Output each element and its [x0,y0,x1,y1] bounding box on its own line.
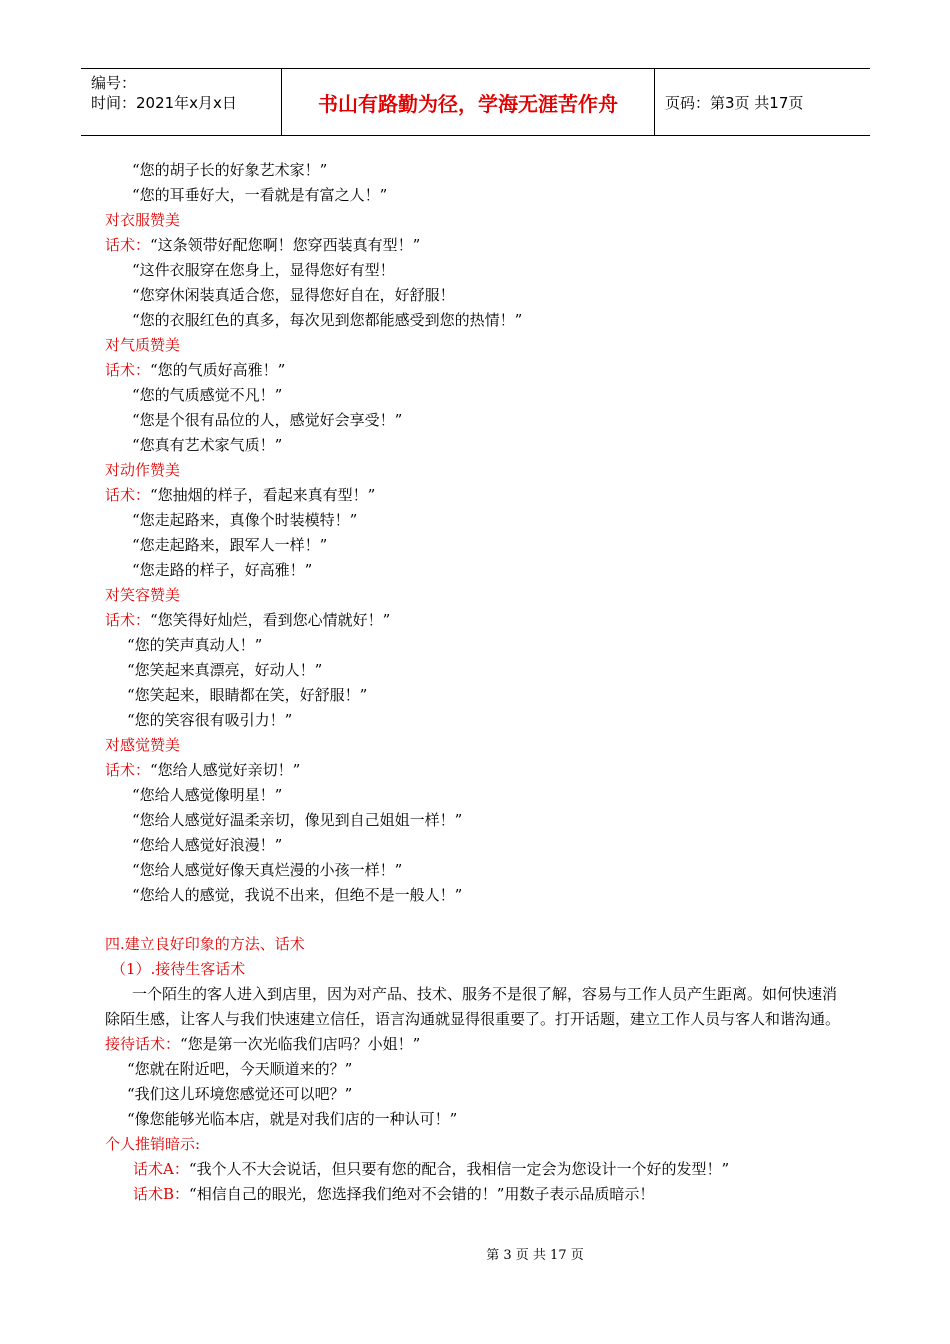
page-footer: 第 3 页 共 17 页 [486,1248,584,1263]
text-line: “您给人感觉好像天真烂漫的小孩一样！” [132,861,403,879]
text-line: “这件衣服穿在您身上，显得您好有型！ [132,261,395,279]
text-line: “我们这儿环境您感觉还可以吧？” [127,1085,353,1103]
header-page-info: 页码：第3页 共17页 [665,93,804,112]
text-line: “像您能够光临本店，就是对我们店的一种认可！” [127,1110,458,1128]
text-line: “您的耳垂好大，一看就是有富之人！” [132,186,388,204]
section-heading: 对动作赞美 [105,461,181,479]
speech-label: 话术： [105,486,151,504]
speech-label: 话术： [105,761,151,779]
text-line: “您走路的样子，好高雅！” [132,561,313,579]
text-line: “您的衣服红色的真多，每次见到您都能感受到您的热情！” [132,311,523,329]
text-line: “您走起路来，真像个时装模特！” [132,511,358,529]
text-line: “您给人感觉好温柔亲切，像见到自己姐姐一样！” [132,811,463,829]
text-line: “您给人感觉好浪漫！” [132,836,283,854]
reception-label: 接待话术： [105,1035,181,1053]
text-line: “您的笑声真动人！” [127,636,263,654]
text-line: “您的笑容很有吸引力！” [127,711,293,729]
text-line: “您给人的感觉，我说不出来，但绝不是一般人！” [132,886,463,904]
hint-heading: 个人推销暗示: [105,1135,201,1153]
text-line: 话术：“您给人感觉好亲切！” [105,761,301,779]
section-heading: 对衣服赞美 [105,211,181,229]
text-line: “您就在附近吧，今天顺道来的？” [127,1060,353,1078]
text-line: “您真有艺术家气质！” [132,436,283,454]
page-header [81,68,870,136]
document-body [105,158,845,1207]
section-heading: 对气质赞美 [105,336,181,354]
text-line: 话术：“您笑得好灿烂，看到您心情就好！” [105,611,391,629]
text-line: “您的气质感觉不凡！” [132,386,283,404]
text-line: 话术A：“我个人不大会说话，但只要有您的配合，我相信一定会为您设计一个好的发型！” [133,1160,730,1178]
speech-a-label: 话术A： [133,1160,189,1178]
text-line: “您给人感觉像明星！” [132,786,283,804]
text-line: 话术：“这条领带好配您啊！您穿西装真有型！” [105,236,421,254]
section-heading: 对感觉赞美 [105,736,181,754]
text-line: “您穿休闲装真适合您，显得您好自在，好舒服！ [132,286,455,304]
text-line: “您笑起来真漂亮，好动人！” [127,661,323,679]
text-line: “您走起路来，跟军人一样！” [132,536,328,554]
speech-label: 话术： [105,361,151,379]
speech-b-label: 话术B： [133,1185,190,1203]
header-motto: 书山有路勤为径，学海无涯苦作舟 [281,69,655,135]
text-line: “您笑起来，眼睛都在笑，好舒服！” [127,686,368,704]
text-line: 话术：“您抽烟的样子，看起来真有型！” [105,486,376,504]
section-heading: 对笑容赞美 [105,586,181,604]
speech-label: 话术： [105,611,151,629]
text-line: “您是个很有品位的人，感觉好会享受！” [132,411,403,429]
text-line: 话术B：“相信自己的眼光，您选择我们绝对不会错的！”用数子表示品质暗示！ [133,1185,655,1203]
speech-label: 话术： [105,236,151,254]
time-label: 时间：2021年x月x日 [91,94,237,112]
text-line: 话术：“您的气质好高雅！” [105,361,286,379]
text-line: 接待话术：“您是第一次光临我们店吗？小姐！” [105,1035,421,1053]
intro-paragraph: 一个陌生的客人进入到店里，因为对产品、技术、服务不是很了解，容易与工作人员产生距离。如何快速消除陌生感，让客人与我们快速建立信任，语言沟通就显得很重要了。打开话题，建立工作人员与客人和谐沟通。 [105,985,841,1028]
spacer [105,908,845,932]
section-subtitle: （1）.接待生客话术 [111,960,246,978]
header-info [81,69,281,135]
number-label: 编号： [91,74,137,92]
section-title: 四.建立良好印象的方法、话术 [105,935,305,953]
text-line: “您的胡子长的好象艺术家！” [132,161,328,179]
